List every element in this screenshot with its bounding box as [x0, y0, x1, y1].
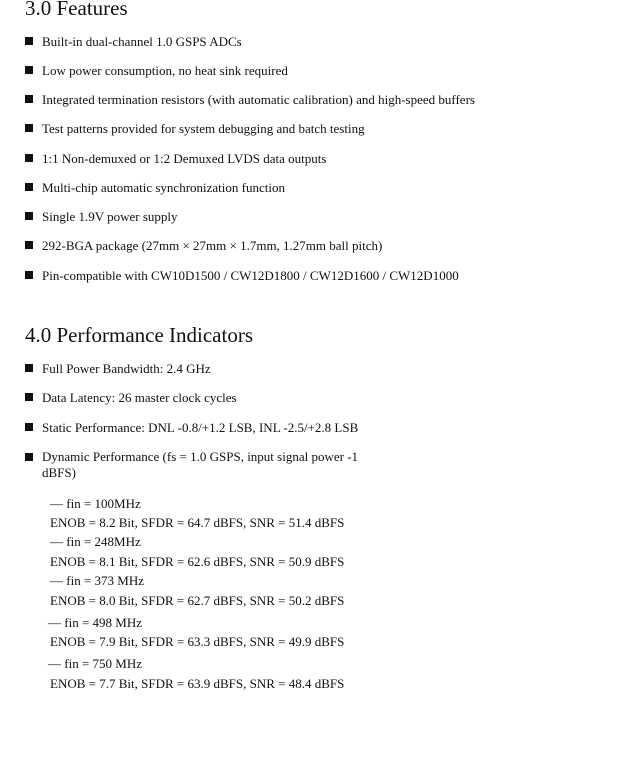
bullet-square-icon	[25, 423, 33, 431]
bullet-square-icon	[25, 453, 33, 461]
feature-item	[25, 180, 285, 196]
bullet-square-icon	[25, 183, 33, 191]
bullet-square-icon	[25, 271, 33, 279]
dynamic-fin-label: — fin = 100MHz	[50, 496, 141, 511]
dynamic-result: ENOB = 8.2 Bit, SFDR = 64.7 dBFS, SNR = 51.4 dBFS	[50, 515, 345, 530]
feature-text: Pin-compatible with CW10D1500 / CW12D1800 / CW12D1600 / CW12D1000	[42, 268, 459, 283]
bullet-square-icon	[25, 393, 33, 401]
dynamic-result: ENOB = 7.7 Bit, SFDR = 63.9 dBFS, SNR = 48.4 dBFS	[50, 676, 345, 691]
performance-text: Data Latency: 26 master clock cycles	[42, 390, 237, 405]
performance-text: Static Performance: DNL -0.8/+1.2 LSB, INL -2.5/+2.8 LSB	[42, 420, 359, 435]
performance-item	[25, 361, 211, 377]
bullet-square-icon	[25, 66, 33, 74]
feature-text: 292-BGA package (27mm × 27mm × 1.7mm, 1.27mm ball pitch)	[42, 238, 383, 253]
dynamic-fin-label: — fin = 248MHz	[50, 534, 141, 549]
feature-text: Low power consumption, no heat sink required	[42, 63, 288, 78]
feature-item	[25, 63, 288, 79]
bullet-square-icon	[25, 124, 33, 132]
feature-item	[25, 209, 178, 225]
dynamic-fin-label: — fin = 750 MHz	[48, 656, 142, 671]
dynamic-result: ENOB = 8.0 Bit, SFDR = 62.7 dBFS, SNR = 50.2 dBFS	[50, 593, 345, 608]
performance-item-dynamic	[25, 449, 375, 481]
feature-text: 1:1 Non-demuxed or 1:2 Demuxed LVDS data outputs	[42, 151, 327, 166]
performance-item	[25, 390, 237, 406]
feature-item	[25, 238, 382, 254]
dynamic-result: ENOB = 7.9 Bit, SFDR = 63.3 dBFS, SNR = 49.9 dBFS	[50, 634, 345, 649]
feature-item	[25, 121, 365, 137]
feature-item	[25, 268, 459, 284]
bullet-square-icon	[25, 212, 33, 220]
dynamic-fin-label: — fin = 498 MHz	[48, 615, 142, 630]
performance-text: Dynamic Performance (fs = 1.0 GSPS, input signal power -1 dBFS)	[42, 449, 359, 480]
feature-item	[25, 34, 242, 50]
bullet-square-icon	[25, 37, 33, 45]
dynamic-result: ENOB = 8.1 Bit, SFDR = 62.6 dBFS, SNR = 50.9 dBFS	[50, 554, 345, 569]
bullet-square-icon	[25, 241, 33, 249]
features-heading: 3.0 Features	[25, 0, 128, 20]
bullet-square-icon	[25, 95, 33, 103]
bullet-square-icon	[25, 364, 33, 372]
feature-text: Test patterns provided for system debugging and batch testing	[42, 121, 365, 136]
feature-text: Single 1.9V power supply	[42, 209, 178, 224]
feature-text: Integrated termination resistors (with automatic calibration) and high-speed buffers	[42, 92, 475, 107]
performance-item	[25, 420, 358, 436]
dynamic-fin-label: — fin = 373 MHz	[50, 573, 144, 588]
bullet-square-icon	[25, 154, 33, 162]
performance-text: Full Power Bandwidth: 2.4 GHz	[42, 361, 211, 376]
performance-heading: 4.0 Performance Indicators	[25, 323, 253, 347]
feature-text: Multi-chip automatic synchronization function	[42, 180, 285, 195]
feature-item	[25, 92, 475, 108]
feature-item	[25, 151, 326, 167]
feature-text: Built-in dual-channel 1.0 GSPS ADCs	[42, 34, 242, 49]
